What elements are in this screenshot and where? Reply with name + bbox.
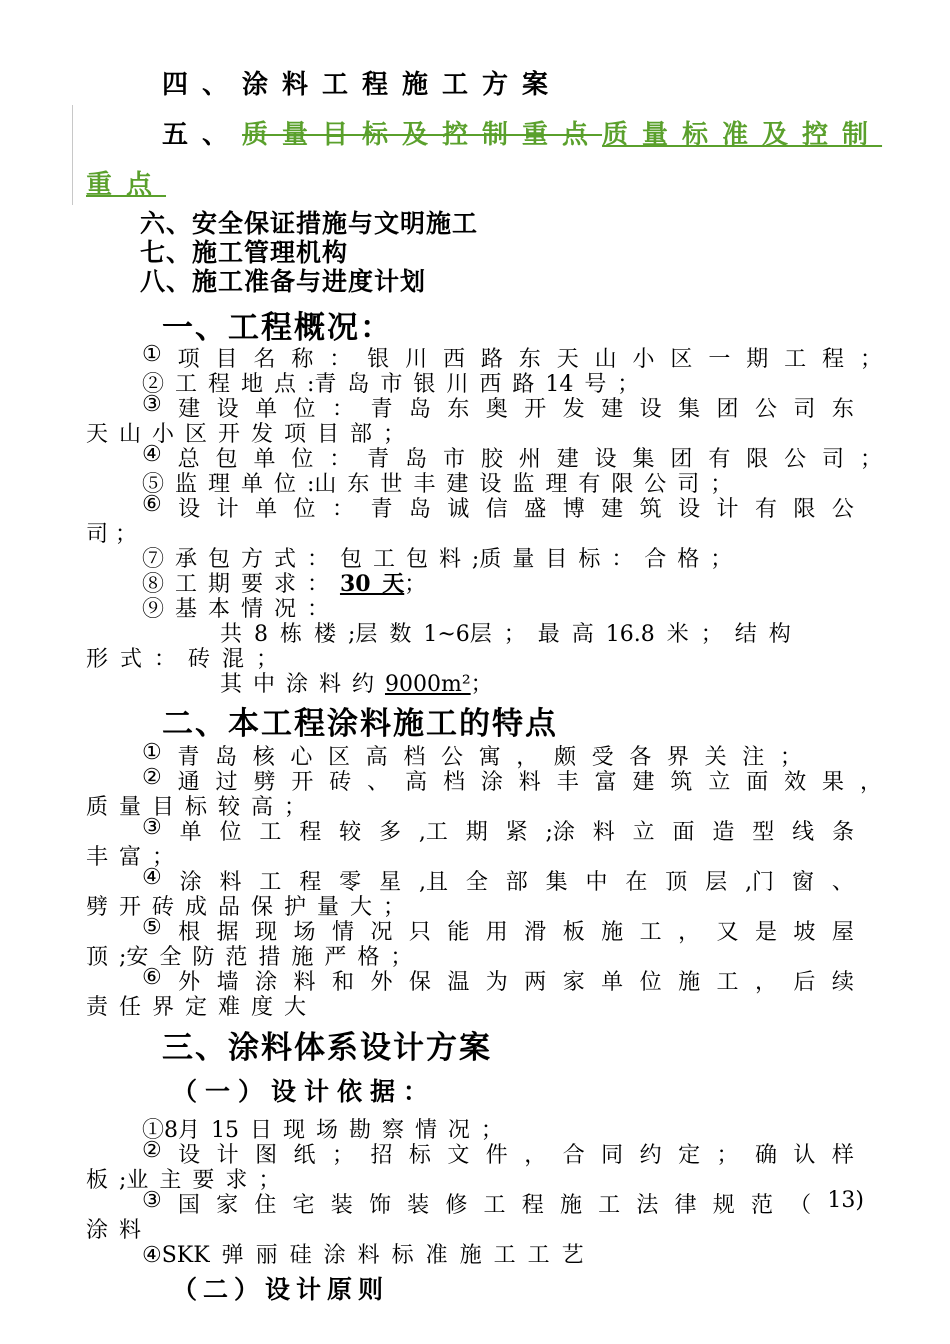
s2-line-1: ① 青 岛 核 心 区 高 档 公 寓 ， 颇 受 各 界 关 注 ； xyxy=(142,740,802,770)
s2-line-5: ⑤ 根 据 现 场 情 况 只 能 用 滑 板 施 工 ， 又 是 坡 屋 xyxy=(142,915,854,945)
s3-line-2: ② 设 计 图 纸 ； 招 标 文 件 ， 合 同 约 定 ； 确 认 样 xyxy=(142,1138,854,1168)
s2-line-6: ⑥ 外 墙 涂 料 和 外 保 温 为 两 家 单 位 施 工 ， 后 续 xyxy=(142,965,854,995)
section-3-sub-2: （二）设计原则 xyxy=(172,1275,390,1304)
s2-line-3: ③ 单 位 工 程 较 多 ,工 期 紧 ;涂 料 立 面 造 型 线 条 xyxy=(142,815,854,845)
duration-value: 30 天 xyxy=(339,571,405,597)
revision-margin-line xyxy=(72,105,73,205)
section-2-title: 二、本工程涂料施工的特点 xyxy=(162,706,558,742)
toc-item-5-inserted-text-cont: 重点 xyxy=(86,170,167,200)
s1-line-6: ⑥ 设 计 单 位 ： 青 岛 诚 信 盛 博 建 筑 设 计 有 限 公 xyxy=(142,492,854,522)
toc-item-5-prefix: 五、 xyxy=(162,120,243,150)
s3-line-3-cont: 涂 料 xyxy=(86,1218,141,1243)
s2-line-3-cont: 丰 富 ； xyxy=(86,845,174,870)
toc-item-8: 八、施工准备与进度计划 xyxy=(140,267,427,296)
s2-line-4: ④ 涂 料 工 程 零 星 ,且 全 部 集 中 在 顶 层 ,门 窗 、 xyxy=(142,865,854,895)
s1-line-1: ① 项 目 名 称 ： 银 川 西 路 东 天 山 小 区 一 期 工 程 ； xyxy=(142,342,882,372)
s1-line-10-cont: 形 式 ： 砖 混 ； xyxy=(86,647,278,672)
coating-area-value: 9000m² xyxy=(384,672,471,697)
section-3-sub-1: （一）设计依据： xyxy=(172,1077,437,1106)
toc-item-5-inserted-text: 质量标准及控制 xyxy=(602,120,883,150)
s1-line-9: ⑨ 基 本 情 况 ： xyxy=(142,597,329,622)
s2-line-6-cont: 责 任 界 定 难 度 大 xyxy=(86,995,306,1020)
s3-line-1: ①8月 15 日 现 场 勘 察 情 况 ； xyxy=(142,1118,503,1143)
toc-item-7: 七、施工管理机构 xyxy=(140,238,349,267)
s3-line-2-cont: 板 ;业 主 要 求 ； xyxy=(86,1168,281,1193)
toc-item-4: 四、涂料工程施工方案 xyxy=(162,70,563,100)
s3-line-3: ③ 国 家 住 宅 装 饰 装 修 工 程 施 工 法 律 规 范 （ 13) xyxy=(142,1188,864,1218)
s1-line-8: ⑧ 工 期 要 求 ： 30 天； xyxy=(142,571,427,597)
s1-line-10: 共 8 栋 楼 ;层 数 1~6层 ； 最 高 16.8 米 ； 结 构 xyxy=(220,622,791,647)
s1-line-11: 其 中 涂 料 约 9000m²； xyxy=(220,672,493,697)
s1-line-5: ⑤ 监 理 单 位 :山 东 世 丰 建 设 监 理 有 限 公 司 ； xyxy=(142,472,733,497)
section-1-title: 一、工程概况： xyxy=(162,310,393,346)
s1-line-2: ② 工 程 地 点 :青 岛 市 银 川 西 路 14 号 ； xyxy=(142,372,640,397)
s2-line-5-cont: 顶 ;安 全 防 范 措 施 严 格 ； xyxy=(86,945,413,970)
s1-line-7: ⑦ 承 包 方 式 ： 包 工 包 料 ;质 量 目 标 ： 合 格 ； xyxy=(142,547,733,572)
s2-line-2: ② 通 过 劈 开 砖 、 高 档 涂 料 丰 富 建 筑 立 面 效 果 ， xyxy=(142,765,882,795)
toc-item-5-deleted-text: 质量目标及控制重点 xyxy=(242,120,603,150)
toc-item-5 xyxy=(162,114,882,151)
s2-line-4-cont: 劈 开 砖 成 品 保 护 量 大 ； xyxy=(86,895,405,920)
s1-line-6-cont: 司 ； xyxy=(86,522,137,547)
toc-item-6: 六、安全保证措施与文明施工 xyxy=(140,209,479,238)
s2-line-2-cont: 质 量 目 标 较 高 ； xyxy=(86,795,306,820)
s1-line-3: ③ 建 设 单 位 ： 青 岛 东 奥 开 发 建 设 集 团 公 司 东 xyxy=(142,392,854,422)
s3-line-4: ④SKK 弹 丽 硅 涂 料 标 准 施 工 工 艺 xyxy=(142,1243,584,1268)
s1-line-4: ④ 总 包 单 位 ： 青 岛 市 胶 州 建 设 集 团 有 限 公 司 ； xyxy=(142,442,882,472)
s1-line-3-cont: 天 山 小 区 开 发 项 目 部 ； xyxy=(86,422,405,447)
section-3-title: 三、涂料体系设计方案 xyxy=(162,1030,492,1066)
